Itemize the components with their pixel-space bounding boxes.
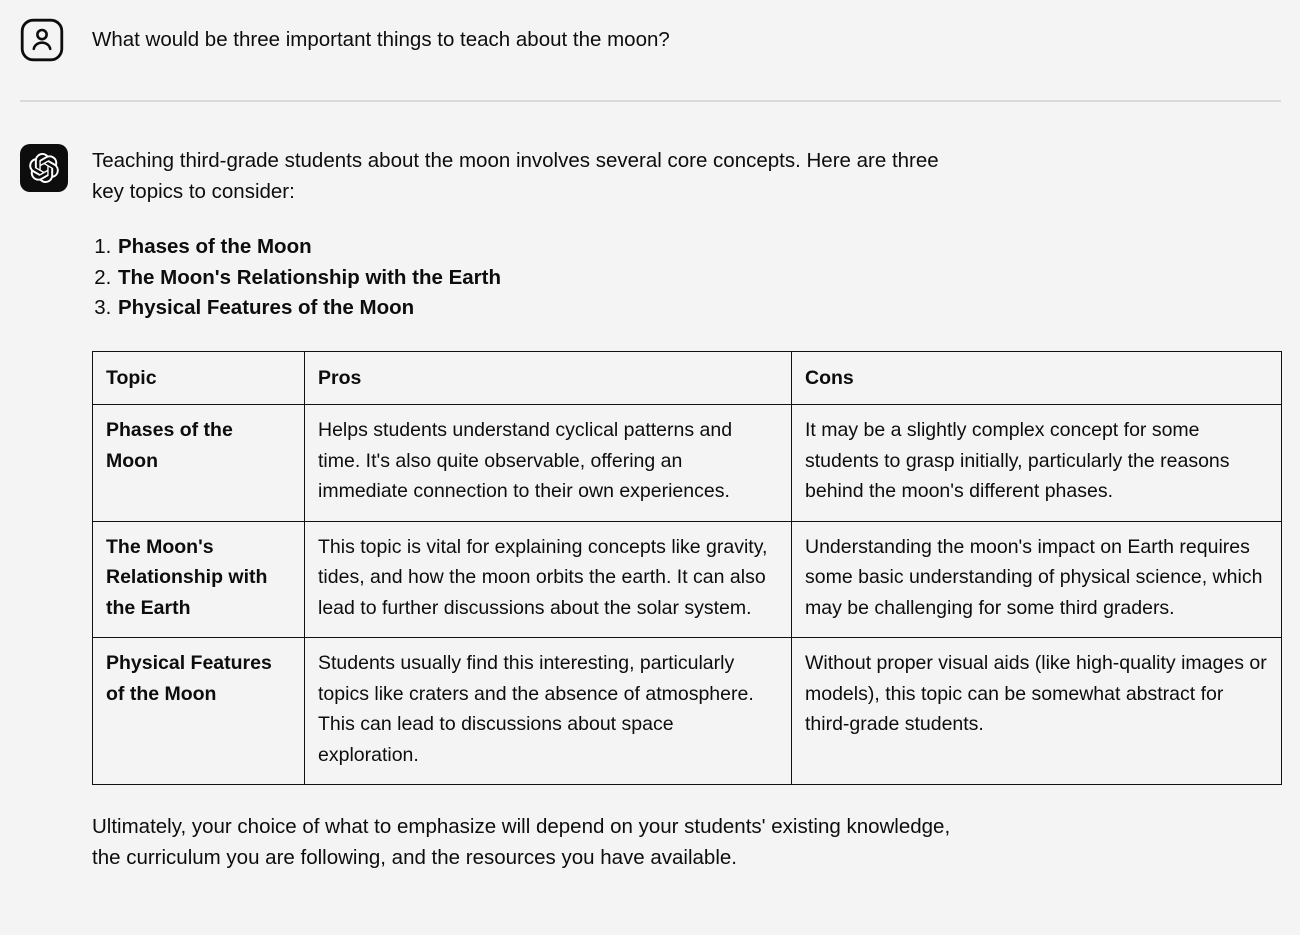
- table-row: [93, 521, 1282, 638]
- table-header-cons: Cons: [792, 351, 1282, 405]
- openai-logo-icon: [20, 144, 68, 192]
- list-item-label: Phases of the Moon: [118, 235, 312, 258]
- table-cell-cons: It may be a slightly complex concept for some students to grasp initially, particularly the reasons behind the moon's different phases.: [792, 405, 1282, 522]
- table-cell-cons: Without proper visual aids (like high-quality images or models), this topic can be somewhat abstract for third-grade students.: [792, 638, 1282, 785]
- table-cell-topic: The Moon's Relationship with the Earth: [93, 521, 305, 638]
- list-item: [117, 232, 1281, 263]
- user-message-text: What would be three important things to teach about the moon?: [92, 28, 670, 51]
- user-message: [20, 18, 1281, 62]
- table-cell-pros: Helps students understand cyclical patterns and time. It's also quite observable, offering an immediate connection to their own experiences.: [305, 405, 792, 522]
- table-header-topic: Topic: [93, 351, 305, 405]
- table-cell-pros: Students usually find this interesting, particularly topics like craters and the absence of atmosphere. This can lead to discussions about space exploration.: [305, 638, 792, 785]
- assistant-intro-text: Teaching third-grade students about the moon involves several core concepts. Here are three key topics to consider:: [92, 149, 939, 203]
- assistant-outro-text: Ultimately, your choice of what to emphasize will depend on your students' existing knowledge, the curriculum you are following, and the resources you have available.: [92, 815, 951, 869]
- table-row: [93, 405, 1282, 522]
- list-item-label: Physical Features of the Moon: [118, 296, 415, 319]
- table-header-row: [93, 351, 1282, 405]
- message-divider: [20, 100, 1281, 102]
- table-row: [93, 638, 1282, 785]
- user-avatar-icon: [20, 18, 64, 62]
- list-item: [117, 263, 1281, 294]
- table-cell-topic: Physical Features of the Moon: [93, 638, 305, 785]
- table-cell-topic: Phases of the Moon: [93, 405, 305, 522]
- key-topics-list: [92, 232, 1281, 324]
- table-header-pros: Pros: [305, 351, 792, 405]
- list-item-label: The Moon's Relationship with the Earth: [118, 265, 501, 289]
- table-cell-pros: This topic is vital for explaining concepts like gravity, tides, and how the moon orbits the earth. It can also lead to further discussions about the solar system.: [305, 521, 792, 638]
- table-cell-cons: Understanding the moon's impact on Earth requires some basic understanding of physical science, which may be challenging for some third graders.: [792, 521, 1282, 638]
- list-item: [117, 293, 1281, 324]
- assistant-message: [20, 144, 1281, 873]
- pros-cons-table: [92, 351, 1282, 786]
